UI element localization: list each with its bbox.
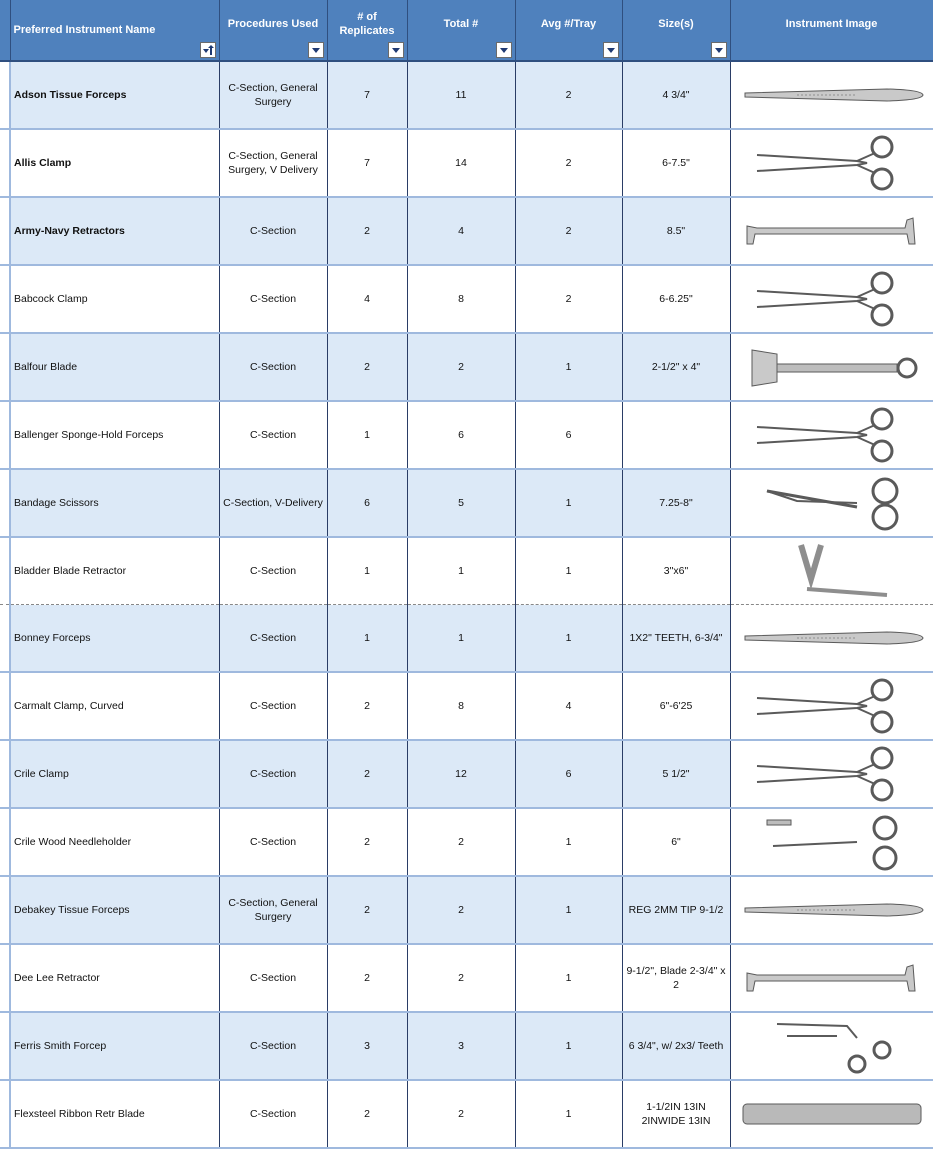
cell-size[interactable]: 1X2" TEETH, 6-3/4" <box>622 605 730 673</box>
cell-instrument-image[interactable] <box>730 944 933 1012</box>
row-gutter[interactable] <box>0 740 10 808</box>
clamp-icon <box>731 269 933 329</box>
cell-instrument-image[interactable] <box>730 197 933 265</box>
cell-instrument-image[interactable] <box>730 876 933 944</box>
cell-total[interactable]: 2 <box>407 876 515 944</box>
cell-procedures[interactable]: C-Section <box>219 605 327 673</box>
row-gutter[interactable] <box>0 469 10 537</box>
table-row <box>0 469 933 537</box>
dropdown-arrow-icon <box>715 48 723 53</box>
cell-size[interactable]: 9-1/2", Blade 2-3/4" x 2 <box>622 944 730 1012</box>
cell-instrument-name[interactable]: Balfour Blade <box>10 333 219 401</box>
cell-instrument-image[interactable] <box>730 1080 933 1148</box>
cell-replicates[interactable]: 2 <box>327 740 407 808</box>
cell-avg-per-tray[interactable]: 1 <box>515 808 622 876</box>
table-row <box>0 808 933 876</box>
cell-size[interactable]: 6 3/4", w/ 2x3/ Teeth <box>622 1012 730 1080</box>
dropdown-arrow-icon <box>607 48 615 53</box>
cell-instrument-name[interactable]: Bladder Blade Retractor <box>10 537 219 605</box>
cell-size[interactable]: 5 1/2" <box>622 740 730 808</box>
table-row <box>0 605 933 673</box>
cell-instrument-name[interactable]: Debakey Tissue Forceps <box>10 876 219 944</box>
filter-dropdown-button[interactable] <box>388 42 404 58</box>
row-gutter[interactable] <box>0 944 10 1012</box>
header-label: Total # <box>443 18 479 30</box>
cell-avg-per-tray[interactable]: 1 <box>515 1012 622 1080</box>
cell-procedures[interactable]: C-Section <box>219 265 327 333</box>
cell-procedures[interactable]: C-Section <box>219 537 327 605</box>
cell-total[interactable]: 2 <box>407 1080 515 1148</box>
table-row <box>0 61 933 129</box>
cell-replicates[interactable]: 7 <box>327 61 407 129</box>
cell-size[interactable]: 6-6.25" <box>622 265 730 333</box>
header-total <box>407 0 515 61</box>
row-gutter[interactable] <box>0 129 10 197</box>
cell-replicates[interactable]: 2 <box>327 1080 407 1148</box>
cell-instrument-name[interactable]: Crile Wood Needleholder <box>10 808 219 876</box>
clamp-icon <box>731 676 933 736</box>
cell-instrument-name[interactable]: Bandage Scissors <box>10 469 219 537</box>
cell-replicates[interactable]: 6 <box>327 469 407 537</box>
cell-replicates[interactable]: 2 <box>327 333 407 401</box>
cell-avg-per-tray[interactable]: 4 <box>515 672 622 740</box>
forceps-icon <box>731 75 933 115</box>
row-gutter[interactable] <box>0 808 10 876</box>
dropdown-arrow-icon <box>312 48 320 53</box>
cell-instrument-name[interactable]: Army-Navy Retractors <box>10 197 219 265</box>
row-gutter[interactable] <box>0 197 10 265</box>
filter-dropdown-button[interactable] <box>603 42 619 58</box>
cell-instrument-name[interactable]: Allis Clamp <box>10 129 219 197</box>
cell-avg-per-tray[interactable]: 1 <box>515 469 622 537</box>
cell-instrument-image[interactable] <box>730 469 933 537</box>
forceps-icon <box>731 618 933 658</box>
header-sizes <box>622 0 730 61</box>
cell-total[interactable]: 14 <box>407 129 515 197</box>
cell-instrument-name[interactable]: Flexsteel Ribbon Retr Blade <box>10 1080 219 1148</box>
cell-instrument-name[interactable]: Bonney Forceps <box>10 605 219 673</box>
cell-instrument-image[interactable] <box>730 129 933 197</box>
cell-instrument-image[interactable] <box>730 401 933 469</box>
cell-total[interactable]: 2 <box>407 944 515 1012</box>
cell-instrument-image[interactable] <box>730 537 933 605</box>
cell-instrument-image[interactable] <box>730 605 933 673</box>
header-row <box>0 0 933 61</box>
row-gutter[interactable] <box>0 333 10 401</box>
cell-replicates[interactable]: 2 <box>327 876 407 944</box>
header-label: Instrument Image <box>785 18 878 30</box>
cell-size[interactable]: 3"x6" <box>622 537 730 605</box>
cell-avg-per-tray[interactable]: 1 <box>515 1080 622 1148</box>
cell-avg-per-tray[interactable]: 2 <box>515 61 622 129</box>
clamp-icon <box>731 405 933 465</box>
header-instrument-name <box>10 0 219 61</box>
cell-instrument-name[interactable]: Ferris Smith Forcep <box>10 1012 219 1080</box>
clamp-icon <box>731 744 933 804</box>
cell-total[interactable]: 1 <box>407 537 515 605</box>
cell-avg-per-tray[interactable]: 1 <box>515 944 622 1012</box>
cell-avg-per-tray[interactable]: 1 <box>515 876 622 944</box>
table-row <box>0 537 933 605</box>
cell-avg-per-tray[interactable]: 1 <box>515 537 622 605</box>
table-row <box>0 944 933 1012</box>
table-row <box>0 401 933 469</box>
cell-procedures[interactable]: C-Section <box>219 808 327 876</box>
cell-avg-per-tray[interactable]: 1 <box>515 605 622 673</box>
filter-dropdown-button[interactable] <box>496 42 512 58</box>
table-row <box>0 672 933 740</box>
cell-procedures[interactable]: C-Section, General Surgery <box>219 876 327 944</box>
cell-size[interactable]: 6-7.5" <box>622 129 730 197</box>
filter-dropdown-button[interactable] <box>711 42 727 58</box>
cell-instrument-image[interactable] <box>730 1012 933 1080</box>
dropdown-arrow-icon <box>392 48 400 53</box>
cell-replicates[interactable]: 7 <box>327 129 407 197</box>
cell-size[interactable]: 7.25-8" <box>622 469 730 537</box>
cell-procedures[interactable]: C-Section <box>219 333 327 401</box>
rongeur-icon <box>731 1014 933 1078</box>
cell-replicates[interactable]: 2 <box>327 197 407 265</box>
table-row <box>0 740 933 808</box>
cell-size[interactable]: 2-1/2" x 4" <box>622 333 730 401</box>
cell-procedures[interactable]: C-Section, General Surgery <box>219 61 327 129</box>
cell-instrument-image[interactable] <box>730 808 933 876</box>
header-label: Size(s) <box>658 18 694 30</box>
scissors-icon <box>731 473 933 533</box>
table-row <box>0 129 933 197</box>
cell-size[interactable]: 6"-6'25 <box>622 672 730 740</box>
header-instrument-image <box>730 0 933 61</box>
filter-dropdown-button[interactable] <box>308 42 324 58</box>
row-gutter[interactable] <box>0 605 10 673</box>
header-avg-per-tray <box>515 0 622 61</box>
sort-filter-button[interactable] <box>200 42 216 58</box>
cell-total[interactable]: 8 <box>407 672 515 740</box>
cell-procedures[interactable]: C-Section, General Surgery, V Delivery <box>219 129 327 197</box>
cell-size[interactable]: 6" <box>622 808 730 876</box>
cell-avg-per-tray[interactable]: 6 <box>515 740 622 808</box>
cell-total[interactable]: 1 <box>407 605 515 673</box>
cell-total[interactable]: 11 <box>407 61 515 129</box>
cell-replicates[interactable]: 2 <box>327 808 407 876</box>
retractor-icon <box>731 206 933 256</box>
cell-size[interactable]: 8.5" <box>622 197 730 265</box>
header-replicates <box>327 0 407 61</box>
header-label: # of Replicates <box>339 11 395 37</box>
cell-procedures[interactable]: C-Section <box>219 944 327 1012</box>
row-gutter[interactable] <box>0 265 10 333</box>
row-gutter[interactable] <box>0 537 10 605</box>
ribbon-blade-icon <box>731 1099 933 1129</box>
row-gutter[interactable] <box>0 876 10 944</box>
cell-procedures[interactable]: C-Section <box>219 197 327 265</box>
cell-procedures[interactable]: C-Section <box>219 401 327 469</box>
blade-icon <box>731 342 933 392</box>
table-row <box>0 1012 933 1080</box>
header-gutter <box>0 0 10 61</box>
cell-replicates[interactable]: 1 <box>327 401 407 469</box>
cell-replicates[interactable]: 1 <box>327 605 407 673</box>
cell-avg-per-tray[interactable]: 2 <box>515 129 622 197</box>
header-label: Procedures Used <box>227 18 319 30</box>
sort-down-icon <box>203 49 209 53</box>
table-row <box>0 333 933 401</box>
cell-instrument-name[interactable]: Carmalt Clamp, Curved <box>10 672 219 740</box>
cell-total[interactable]: 3 <box>407 1012 515 1080</box>
sort-up-icon <box>208 45 214 48</box>
cell-size[interactable]: 4 3/4" <box>622 61 730 129</box>
cell-total[interactable]: 6 <box>407 401 515 469</box>
cell-instrument-image[interactable] <box>730 61 933 129</box>
clamp-icon <box>731 133 933 193</box>
cell-replicates[interactable]: 2 <box>327 944 407 1012</box>
cell-procedures[interactable]: C-Section <box>219 1080 327 1148</box>
cell-instrument-name[interactable]: Crile Clamp <box>10 740 219 808</box>
cell-replicates[interactable]: 4 <box>327 265 407 333</box>
cell-avg-per-tray[interactable]: 2 <box>515 197 622 265</box>
retractor-icon <box>731 953 933 1003</box>
cell-total[interactable]: 2 <box>407 808 515 876</box>
cell-instrument-image[interactable] <box>730 740 933 808</box>
cell-instrument-name[interactable]: Babcock Clamp <box>10 265 219 333</box>
cell-total[interactable]: 8 <box>407 265 515 333</box>
cell-size[interactable]: 1-1/2IN 13IN 2INWIDE 13IN <box>622 1080 730 1148</box>
header-procedures <box>219 0 327 61</box>
cell-procedures[interactable]: C-Section <box>219 1012 327 1080</box>
cell-replicates[interactable]: 2 <box>327 672 407 740</box>
row-gutter[interactable] <box>0 1012 10 1080</box>
cell-instrument-image[interactable] <box>730 265 933 333</box>
row-gutter[interactable] <box>0 61 10 129</box>
cell-avg-per-tray[interactable]: 1 <box>515 333 622 401</box>
cell-size[interactable] <box>622 401 730 469</box>
cell-avg-per-tray[interactable]: 2 <box>515 265 622 333</box>
cell-total[interactable]: 5 <box>407 469 515 537</box>
bladder-retractor-icon <box>731 539 933 603</box>
cell-instrument-image[interactable] <box>730 333 933 401</box>
cell-size[interactable]: REG 2MM TIP 9-1/2 <box>622 876 730 944</box>
cell-instrument-image[interactable] <box>730 672 933 740</box>
cell-procedures[interactable]: C-Section <box>219 672 327 740</box>
cell-instrument-name[interactable]: Ballenger Sponge-Hold Forceps <box>10 401 219 469</box>
row-gutter[interactable] <box>0 401 10 469</box>
cell-procedures[interactable]: C-Section <box>219 740 327 808</box>
cell-avg-per-tray[interactable]: 6 <box>515 401 622 469</box>
cell-instrument-name[interactable]: Dee Lee Retractor <box>10 944 219 1012</box>
table-row <box>0 876 933 944</box>
row-gutter[interactable] <box>0 1080 10 1148</box>
cell-instrument-name[interactable]: Adson Tissue Forceps <box>10 61 219 129</box>
cell-total[interactable]: 2 <box>407 333 515 401</box>
cell-procedures[interactable]: C-Section, V-Delivery <box>219 469 327 537</box>
table-row <box>0 197 933 265</box>
cell-replicates[interactable]: 3 <box>327 1012 407 1080</box>
header-label: Avg #/Tray <box>540 18 597 30</box>
needleholder-icon <box>731 812 933 872</box>
row-gutter[interactable] <box>0 672 10 740</box>
table-row <box>0 265 933 333</box>
dropdown-arrow-icon <box>500 48 508 53</box>
table-body <box>0 61 933 1148</box>
header-label: Preferred Instrument Name <box>13 24 156 36</box>
table-row <box>0 1080 933 1148</box>
cell-replicates[interactable]: 1 <box>327 537 407 605</box>
cell-total[interactable]: 12 <box>407 740 515 808</box>
cell-total[interactable]: 4 <box>407 197 515 265</box>
forceps-icon <box>731 890 933 930</box>
